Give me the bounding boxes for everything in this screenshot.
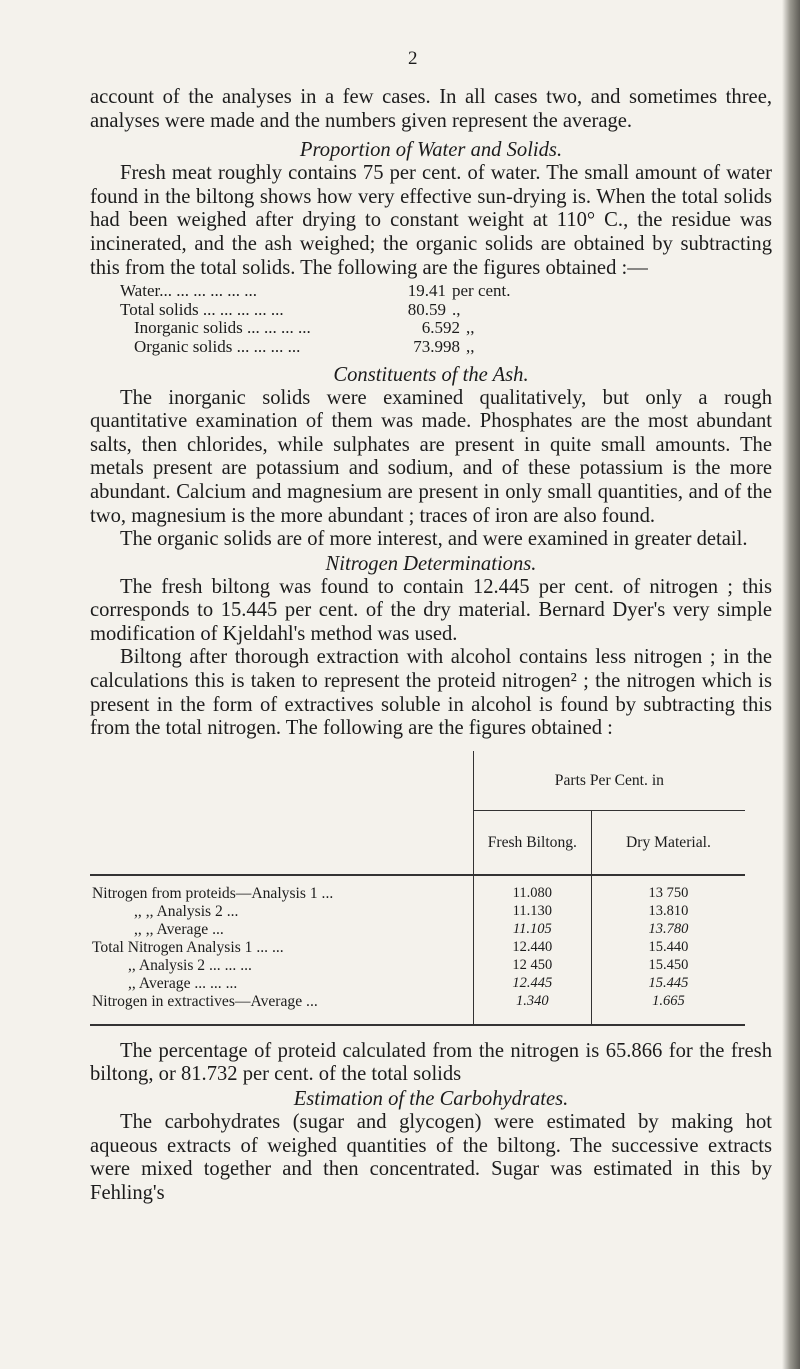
cell-dry: 15.445 bbox=[648, 975, 689, 992]
cell-fresh: 12.440 bbox=[473, 939, 591, 957]
cell-dry: 15.450 bbox=[648, 957, 689, 974]
heading-nitrogen: Nitrogen Determinations. bbox=[325, 552, 537, 575]
table-row bbox=[90, 957, 745, 975]
cell-dry: 13.810 bbox=[648, 903, 689, 920]
table-spacer bbox=[90, 875, 745, 885]
cell-fresh: 11.105 bbox=[473, 921, 591, 939]
figure-unit: ,, bbox=[466, 336, 475, 356]
cell-fresh: 11.080 bbox=[473, 885, 591, 903]
column-header-dry: Dry Material. bbox=[626, 833, 711, 851]
heading-carbohydrates: Estimation of the Carbohydrates. bbox=[293, 1088, 569, 1111]
figure-unit: ., bbox=[452, 299, 461, 319]
table-spacer bbox=[90, 1011, 745, 1025]
figure-label: Water... ... ... ... ... ... bbox=[120, 281, 257, 301]
row-label: ,, ,, Average ... bbox=[90, 921, 473, 939]
table-row bbox=[90, 939, 745, 957]
cell-fresh: 11.130 bbox=[473, 903, 591, 921]
figure-row bbox=[120, 338, 640, 357]
paragraph-inorganic: The inorganic solids were examined qualitatively, but only a rough quantitative examination of them was made. Phosphates are the most abundant salts, then chlorides, while sulphates are present in quite small amounts. The metals present are potassium and sodium, and of these potassium is the more abundant. Calcium and magnesium are present in only small quantities, and of the two, magnesium is the more abundant ; traces of iron are also found. bbox=[90, 386, 772, 527]
figure-label: Inorganic solids ... ... ... ... bbox=[134, 318, 311, 338]
table-row bbox=[90, 885, 745, 903]
cell-dry: 15.440 bbox=[648, 939, 689, 956]
figure-value: 6.592 bbox=[421, 318, 460, 338]
page-number: 2 bbox=[408, 48, 418, 69]
table-row bbox=[90, 993, 745, 1011]
row-label: Total Nitrogen Analysis 1 ... ... bbox=[90, 939, 473, 957]
table-group-header: Parts Per Cent. in bbox=[554, 771, 664, 789]
table-row bbox=[90, 921, 745, 939]
nitrogen-table bbox=[90, 751, 745, 1026]
table-row bbox=[90, 975, 745, 993]
figure-row bbox=[120, 319, 640, 338]
page-edge-shadow bbox=[782, 0, 800, 1369]
cell-fresh: 1.340 bbox=[473, 993, 591, 1011]
table-row bbox=[90, 903, 745, 921]
row-label: ,, ,, Analysis 2 ... bbox=[90, 903, 473, 921]
paragraph-extraction: Biltong after thorough extraction with alcohol contains less nitrogen ; in the calculations this is taken to represent the proteid nitrogen² ; the nitrogen which is present in the form of extractives soluble in alcohol is found by subtracting this from the total nitrogen. The following are the figures obtained : bbox=[90, 646, 772, 740]
paragraph-water: Fresh meat roughly contains 75 per cent. of water. The small amount of water found in the biltong shows how very effective sun-drying is. When the total solids had been weighed after drying to constant weight at 110° C., the residue was incinerated, and the ash weighed; the organic solids are obtained by subtracting this from the total solids. The following are the figures obtained :— bbox=[90, 162, 772, 279]
figure-unit: per cent. bbox=[452, 281, 511, 301]
figure-value: 19.41 bbox=[407, 281, 446, 301]
row-label: ,, Average ... ... ... bbox=[90, 975, 473, 993]
text-column bbox=[90, 86, 772, 1205]
heading-proportion: Proportion of Water and Solids. bbox=[299, 139, 563, 162]
figure-label: Total solids ... ... ... ... ... bbox=[120, 299, 284, 319]
column-header-fresh: Fresh Biltong. bbox=[473, 811, 591, 875]
row-label: Nitrogen from proteids—Analysis 1 ... bbox=[90, 885, 473, 903]
cell-dry: 13.780 bbox=[648, 921, 689, 938]
figure-row bbox=[120, 301, 640, 320]
row-label: Nitrogen in extractives—Average ... bbox=[90, 993, 473, 1011]
figure-value: 80.59 bbox=[407, 299, 446, 319]
figure-row bbox=[120, 282, 640, 301]
row-label: ,, Analysis 2 ... ... ... bbox=[90, 957, 473, 975]
figures-list bbox=[120, 282, 640, 356]
table-header-blank bbox=[90, 751, 473, 875]
figure-value: 73.998 bbox=[413, 336, 460, 356]
heading-ash: Constituents of the Ash. bbox=[333, 363, 529, 386]
paragraph-proteid: The percentage of proteid calculated from the nitrogen is 65.866 for the fresh biltong, or 81.732 per cent. of the total solids bbox=[90, 1039, 772, 1086]
cell-dry: 13 750 bbox=[648, 885, 689, 902]
paragraph-nitrogen: The fresh biltong was found to contain 12.445 per cent. of nitrogen ; this corresponds to 15.445 per cent. of the dry material. Bernard Dyer's very simple modification of Kjeldahl's method was used. bbox=[90, 575, 772, 645]
cell-fresh: 12.445 bbox=[473, 975, 591, 993]
figure-unit: ,, bbox=[466, 318, 475, 338]
paragraph-carbohydrates: The carbohydrates (sugar and glycogen) were estimated by making hot aqueous extracts of weighed quantities of the biltong. The successive extracts were mixed together and then concentrated. Sugar was estimated in this by Fehling's bbox=[90, 1111, 772, 1204]
figure-label: Organic solids ... ... ... ... bbox=[134, 336, 301, 356]
paragraph-intro: account of the analyses in a few cases. In all cases two, and sometimes three, analyses were made and the numbers given represent the average. bbox=[90, 86, 772, 132]
table-header-row bbox=[90, 751, 745, 811]
cell-fresh: 12 450 bbox=[473, 957, 591, 975]
paragraph-organic: The organic solids are of more interest, and were examined in greater detail. bbox=[120, 528, 748, 551]
cell-dry: 1.665 bbox=[652, 993, 685, 1010]
